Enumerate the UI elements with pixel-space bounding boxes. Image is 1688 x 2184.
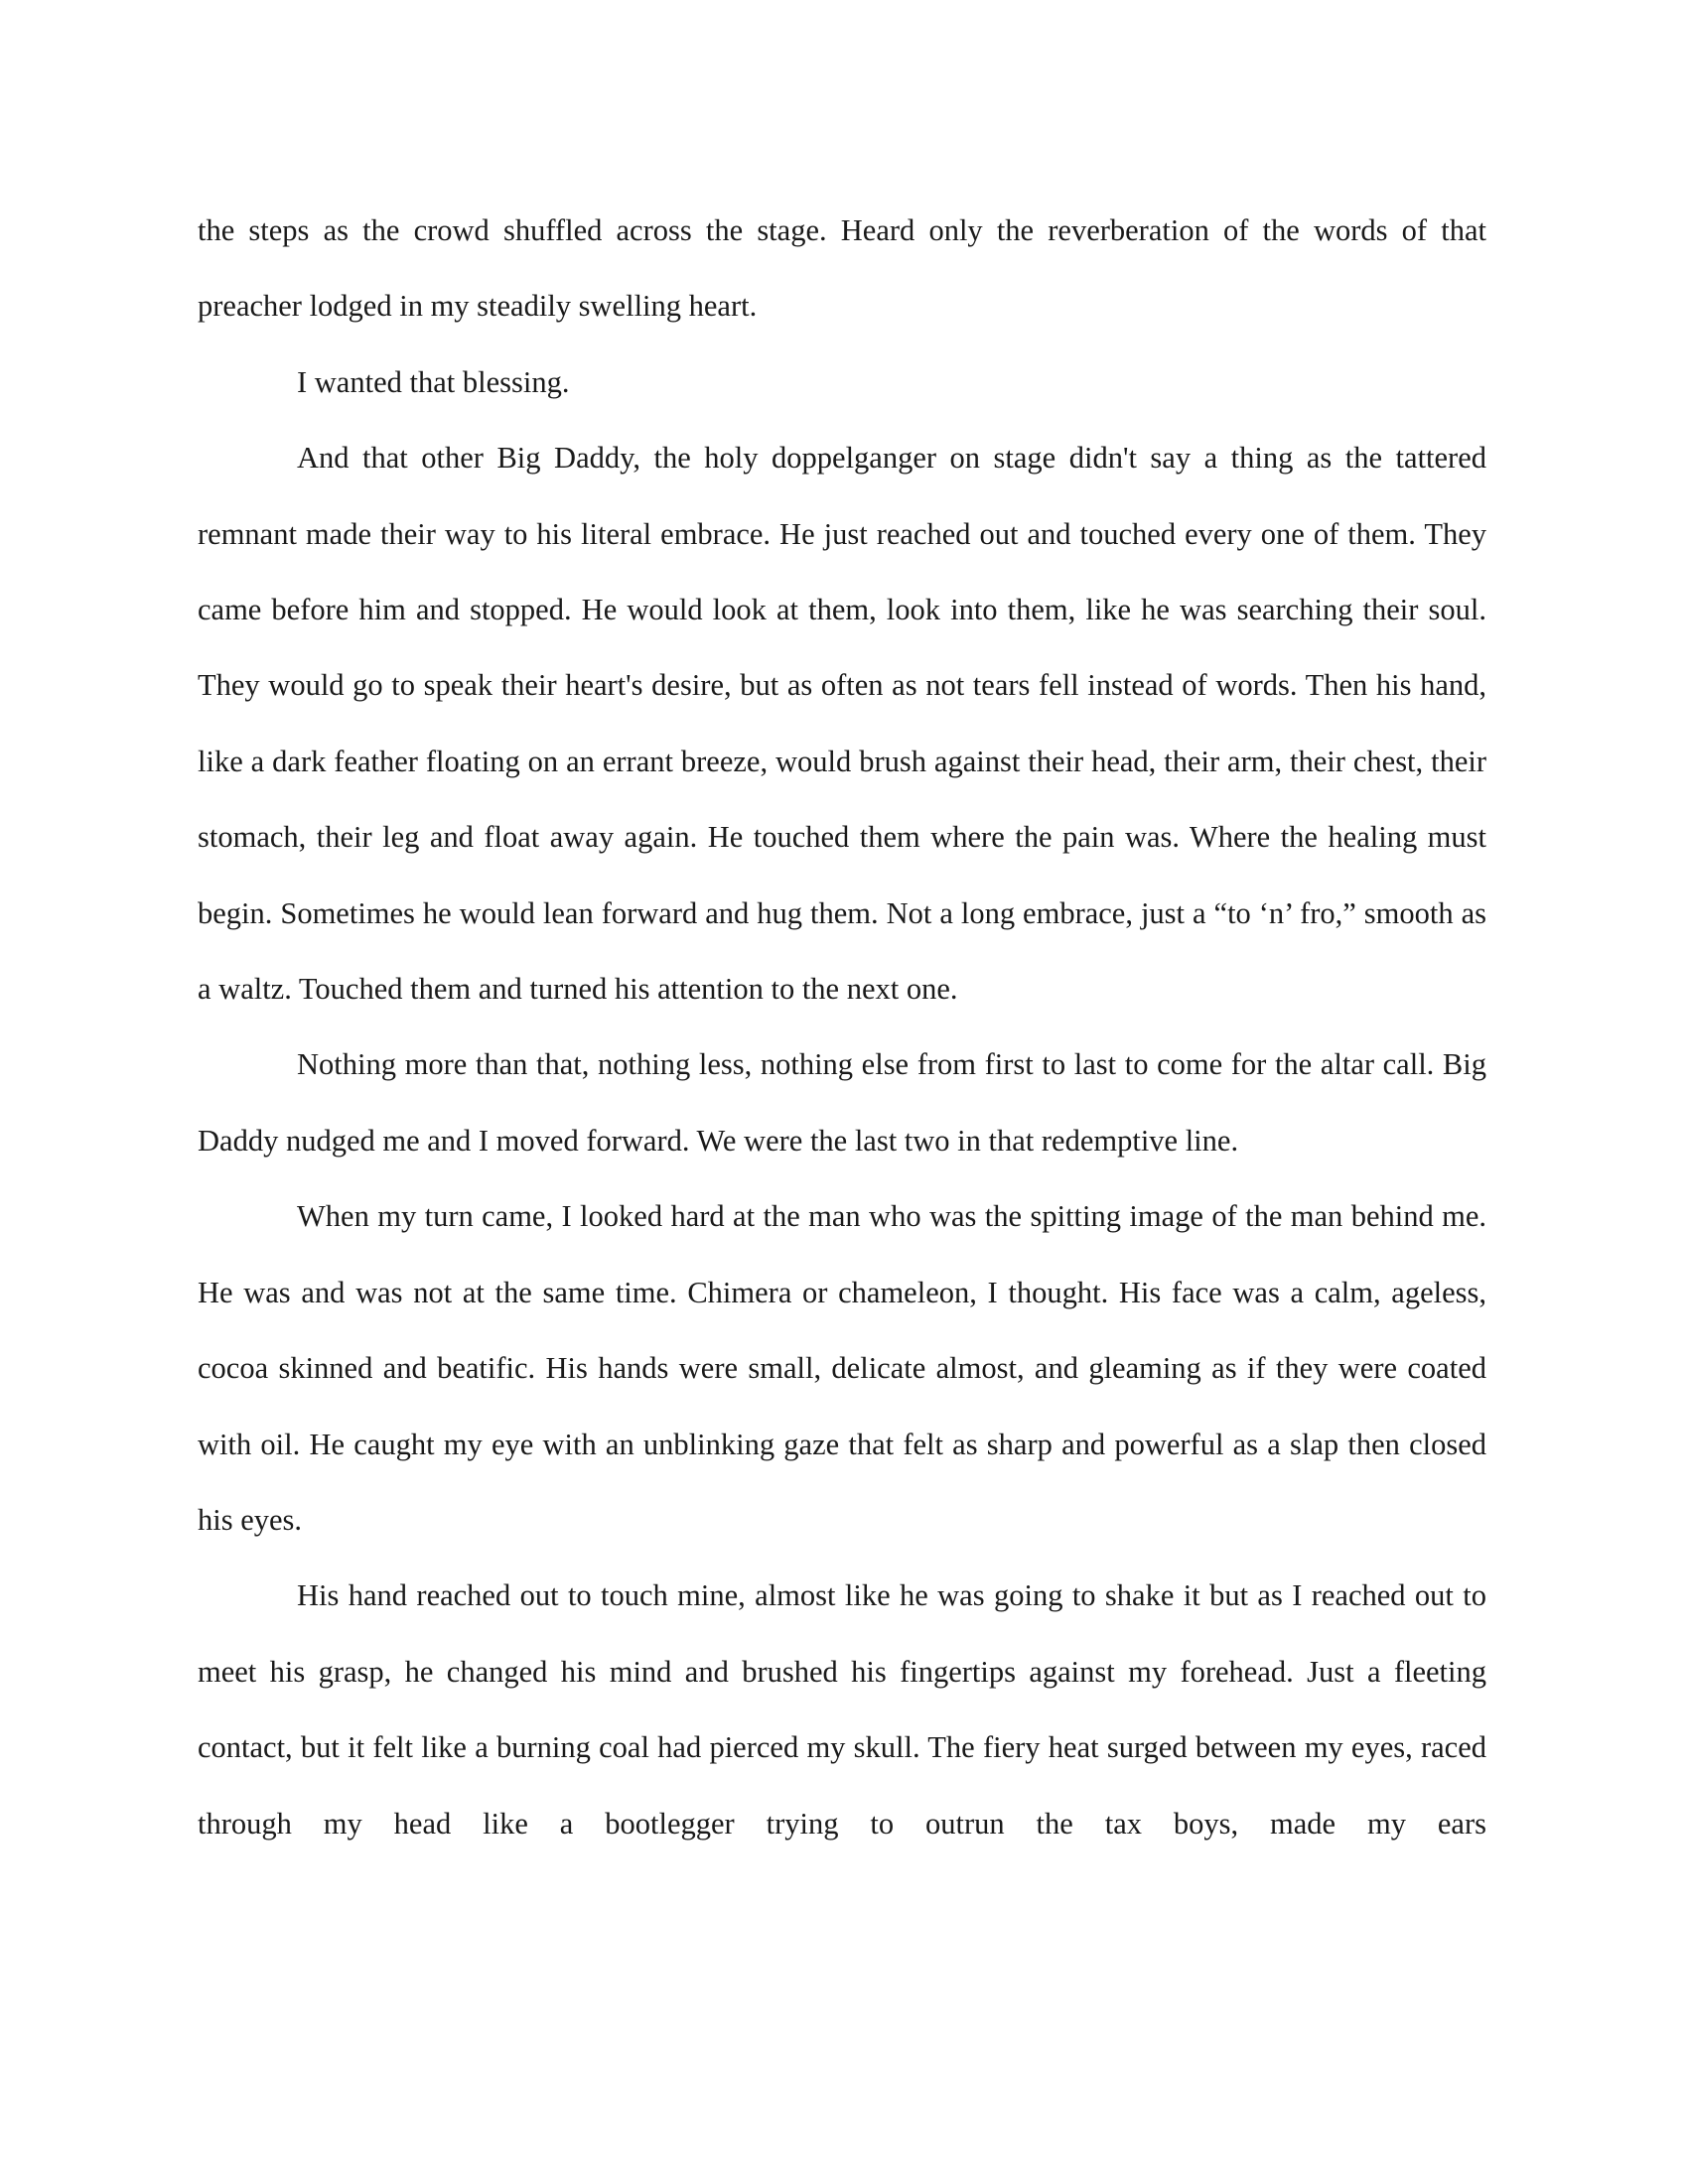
paragraph-2: I wanted that blessing. xyxy=(297,364,570,399)
paragraph-6: His hand reached out to touch mine, almost like he was going to shake it but as I reached out to meet his grasp, he changed his mind and brushed his fingertips against my forehead. Just a fleeting contact, but it felt like a burning coal had pierced my skull. The fiery heat surged between my eyes, raced through my head like a bootlegger trying to outrun the tax boys, made my ears xyxy=(198,1578,1486,1841)
paragraph-3: And that other Big Daddy, the holy doppelganger on stage didn't say a thing as the tattered remnant made their way to his literal embrace. He just reached out and touched every one of them. They came before him and stopped. He would look at them, look into them, like he was searching their soul. They would go to speak their heart's desire, but as often as not tears fell instead of words. Then his hand, like a dark feather floating on an errant breeze, would brush against their head, their arm, their chest, their stomach, their leg and float away again. He touched them where the pain was. Where the healing must begin. Sometimes he would lean forward and hug them. Not a long embrace, just a “to ‘n’ fro,” smooth as a waltz. Touched them and turned his attention to the next one. xyxy=(198,441,1486,1007)
paragraph-5: When my turn came, I looked hard at the man who was the spitting image of the man behind me. He was and was not at the same time. Chimera or chameleon, I thought. His face was a calm, ageless, cocoa skinned and beatific. His hands were small, delicate almost, and gleaming as if they were coated with oil. He caught my eye with an unblinking gaze that felt as sharp and powerful as a slap then closed his eyes. xyxy=(198,1199,1486,1537)
paragraph-4: Nothing more than that, nothing less, nothing else from first to last to come for the altar call. Big Daddy nudged me and I moved forward. We were the last two in that redemptive line. xyxy=(198,1047,1486,1158)
body-text xyxy=(198,193,1486,1861)
paragraph-1: the steps as the crowd shuffled across the stage. Heard only the reverberation of the words of that preacher lodged in my steadily swelling heart. xyxy=(198,213,1486,324)
